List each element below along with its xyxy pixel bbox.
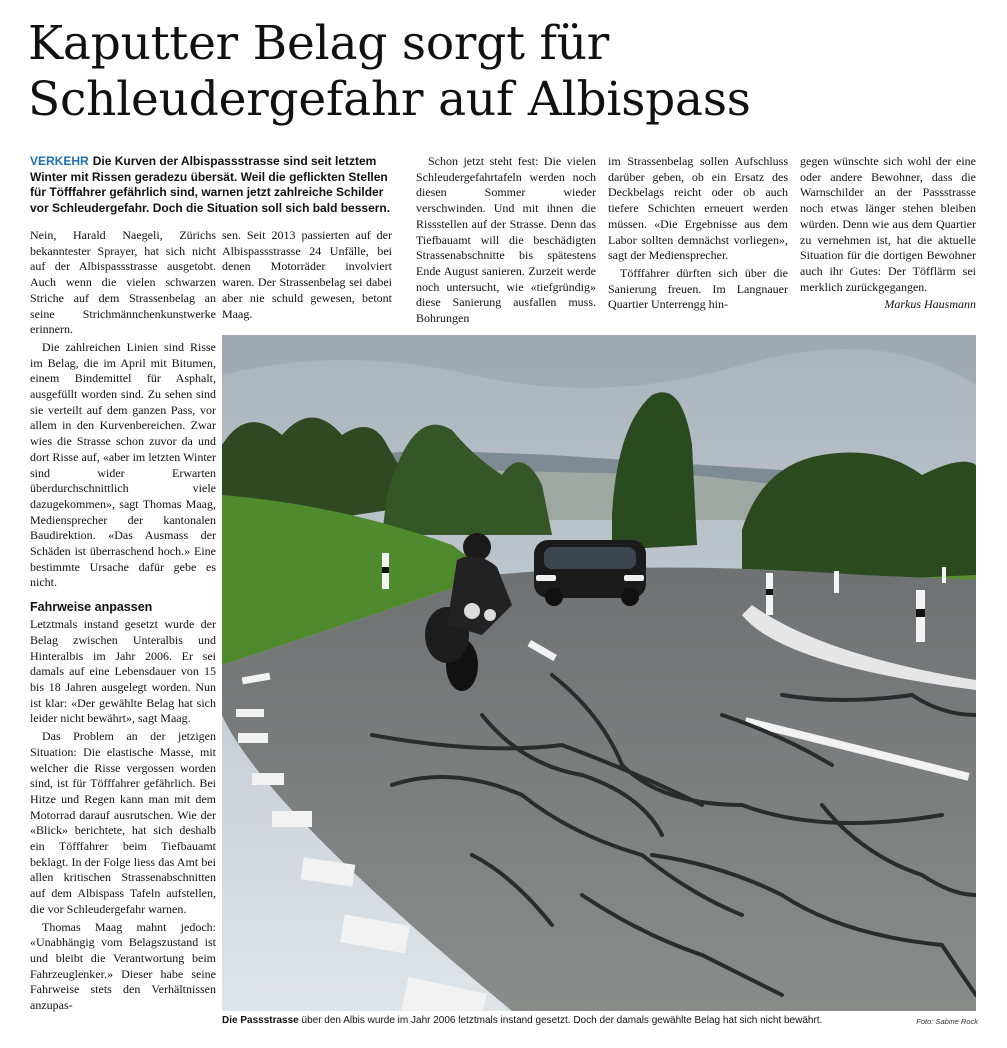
kicker-label: VERKEHR [30,154,89,168]
caption-text: über den Albis wurde im Jahr 2006 letztmals instand gesetzt. Doch der damals gewählte Belag hat sich nicht bewährt. [298,1015,823,1026]
road-motorcycle-illustration [222,335,976,1011]
text-column-4 [608,154,788,315]
body-paragraph: im Strassenbelag sollen Aufschluss darüber geben, ob ein Ersatz des Deckbelags reicht oder ob auch tiefere Schichten erneuert werden müssen. «Die Ergebnisse aus dem Labor sollten demnächst vorliegen», sagt der Mediensprecher. [608,154,788,263]
body-paragraph: gegen wünschte sich wohl der eine oder andere Bewohner, dass die Warnschilder an der Passstrasse noch etwas länger stehen bleiben würden. Denn wie aus dem Quartier zu vernehmen ist, hat die aktuelle Situation für die dortigen Bewohner auch ihr Gutes: Der Töfflärm sei merklich zurückgegangen. [800,154,976,294]
text-column-5 [800,154,976,313]
car-illustration [534,540,646,606]
body-paragraph: Das Problem an der jetzigen Situation: Die elastische Masse, mit welcher die Risse vergossen worden sind, ist für Töfffahrer gefährlich. Bei Hitze und Regen kann man mit dem Motorrad darauf ausrutschen. Wie der «Blick» berichtete, hat sich deshalb ein Töfffahrer beim Tiefbauamt beklagt. In der Folge liess das Amt bei allen kritischen Strassenabschnitten auf dem Albispass Tafeln aufstellen, die vor Schleudergefahr warnen. [30,729,216,916]
article-lead [30,154,392,216]
photo-caption [222,1014,978,1028]
body-paragraph: sen. Seit 2013 passierten auf der Albispassstrasse 24 Unfälle, bei denen Motorräder involviert waren. Der Strassenbelag sei dabei aber nie schuld gewesen, betont Maag. [222,228,392,321]
body-paragraph: Thomas Maag mahnt jedoch: «Unabhängig vom Belagszustand ist und bleibt die Verantwortung beim Fahrzeuglenker.» Dieser habe seine Fahrweise stets den Verhältnissen anzupas- [30,919,216,1013]
subheading: Fahrweise anpassen [30,600,153,615]
caption-lead: Die Passstrasse [222,1015,299,1026]
text-column-2 [222,228,392,324]
text-column-1 [30,228,216,1038]
photo-credit: Foto: Sabine Rock [916,1017,978,1026]
text-column-3 [416,154,596,329]
headline-line-2: Schleudergefahr auf Albispass [28,72,751,127]
article-photo [222,335,976,1011]
body-paragraph: Die zahlreichen Linien sind Risse im Belag, die im April mit Bitumen, einem Bindemittel für Asphalt, ausgefüllt worden sind. Zu sehen sind sie verteilt auf dem ganzen Pass, vor allem in den Kurvenbereichen. Zwar wies die Strasse schon zuvor da und dort Risse auf, «aber im letzten Winter sind wider Erwarten überdurchschnittlich viele dazugekommen», sagt Thomas Maag, Mediensprecher der kantonalen Baudirektion. «Das Ausmass der Schäden ist überraschend hoch.» Eine bestimmte Ursache dafür gebe es nicht. [30,339,216,590]
body-paragraph: Nein, Harald Naegeli, Zürichs bekanntester Sprayer, hat sich nicht auf der Albispassstrasse ausgetobt. Auch wenn die vielen schwarzen Striche auf dem Strassenbelag an seine Strichmännchenkunstwerke erinnern. [30,228,216,337]
body-paragraph: Schon jetzt steht fest: Die vielen Schleudergefahrtafeln werden noch diesen Sommer wieder verschwinden. Und mit ihnen die Rissstellen auf der Strasse. Denn das Tiefbauamt will die beschädigten Strassenabschnitte bis spätestens Ende August sanieren. Zurzeit werde noch untersucht, wie «tiefgründig» diese Sanierung ausfallen muss. Bohrungen [416,154,596,326]
headline-line-1: Kaputter Belag sorgt für [28,16,610,71]
lead-text: Die Kurven der Albispassstrasse sind seit letztem Winter mit Rissen geradezu übersät. Weil die geflickten Stellen für Töfffahrer gefährlich sind, warnen jetzt zahlreiche Schilder vor Schleudergefahr. Doch die Situation soll sich bald bessern. [30,154,391,215]
byline: Markus Hausmann [884,297,976,312]
body-paragraph: Töfffahrer dürften sich über die Sanierung freuen. Im Langnauer Quartier Unterrengg hin- [608,265,788,312]
body-paragraph: Letztmals instand gesetzt wurde der Belag zwischen Unteralbis und Hinteralbis im Jahr 2006. Er sei damals auf eine Lebensdauer von 15 bis 18 Jahren ausgelegt worden. Nun ist klar: «Der gewählte Belag hat sich leider nicht bewährt», sagt Maag. [30,617,216,726]
article-headline [28,16,988,128]
